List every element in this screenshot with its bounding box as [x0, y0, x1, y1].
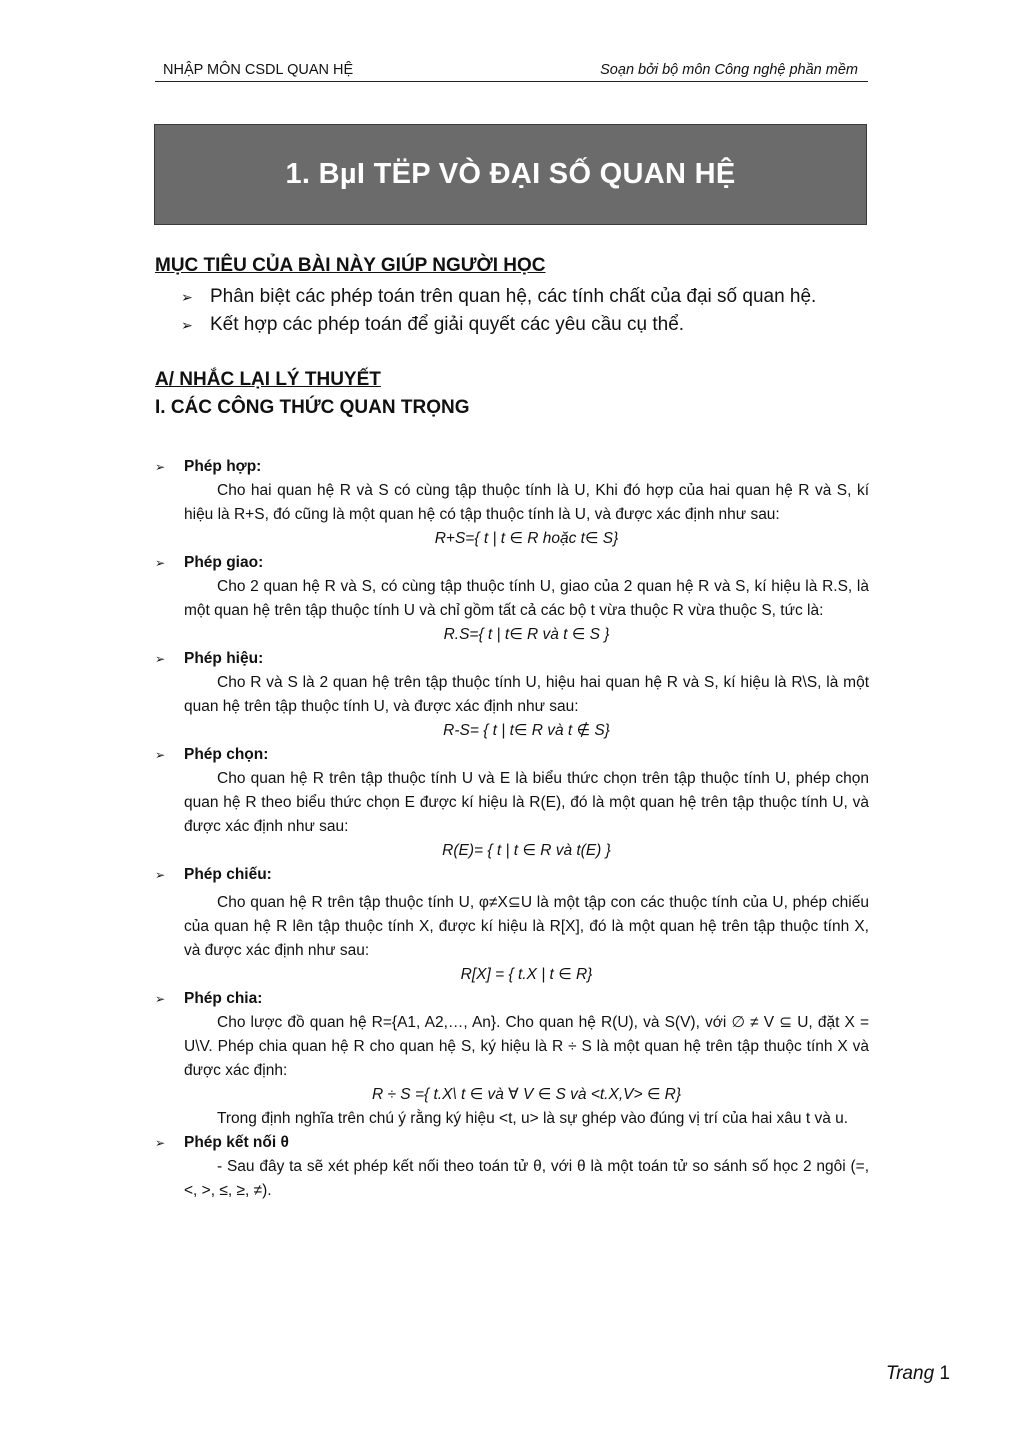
section-a-heading: A/ NHẮC LẠI LÝ THUYẾT [155, 369, 381, 390]
operation-formula: R ÷ S ={ t.X\ t ∈ và ∀ V ∈ S và <t.X,V> ∈ R} [371, 1086, 682, 1103]
arrow-bullet-icon: ➢ [155, 556, 166, 570]
arrow-bullet-icon: ➢ [155, 748, 166, 762]
operation-title: ➢ Phép kết nối θ [155, 1131, 869, 1155]
operation-title: ➢ Phép hiệu: [155, 647, 869, 671]
operation-description: Cho 2 quan hệ R và S, có cùng tập thuộc tính U, giao của 2 quan hệ R và S, kí hiệu là R.S, là một quan hệ trên tập thuộc tính U và chỉ gồm tất cả các bộ t vừa thuộc R vừa thuộc S, tức là: [184, 578, 869, 619]
operation-formula: R(E)= { t | t ∈ R và t(E) } [442, 842, 611, 859]
arrow-bullet-icon: ➢ [155, 460, 166, 474]
operations-list [155, 455, 869, 1203]
operation-formula: R[X] = { t.X | t ∈ R} [460, 966, 593, 983]
chapter-title: 1. BµI TËP VÒ ĐẠI SỐ QUAN HỆ [285, 158, 736, 190]
header-course-title: NHẬP MÔN CSDL QUAN HỆ [163, 62, 354, 78]
arrow-bullet-icon: ➢ [181, 317, 193, 333]
operation-note: Trong định nghĩa trên chú ý rằng ký hiệu <t, u> là sự ghép vào đúng vị trí của hai xâu t và u. [217, 1110, 849, 1127]
goals-heading: MỤC TIÊU CỦA BÀI NÀY GIÚP NGƯỜI HỌC [155, 255, 546, 276]
operation-description: Cho R và S là 2 quan hệ trên tập thuộc tính U, hiệu hai quan hệ R và S, kí hiệu là R\S, là một quan hệ trên tập thuộc tính U, và được xác định như sau: [184, 674, 869, 715]
arrow-bullet-icon: ➢ [155, 868, 166, 882]
header-author: Soạn bởi bộ môn Công nghệ phần mềm [600, 62, 858, 78]
arrow-bullet-icon: ➢ [155, 992, 166, 1006]
operation-title: ➢ Phép chọn: [155, 743, 869, 767]
arrow-bullet-icon: ➢ [155, 1136, 166, 1150]
operation-description: Cho quan hệ R trên tập thuộc tính U, φ≠X⊆U là một tập con các thuộc tính của U, phép chiếu của quan hệ R lên tập thuộc tính X, được kí hiệu là R[X], đó là một quan hệ trên tập thuộc tính X, và được xác định như sau: [184, 894, 869, 959]
operation-title: ➢ Phép chiếu: [155, 863, 869, 887]
operation-title: ➢ Phép hợp: [155, 455, 869, 479]
operation-formula: R-S= { t | t∈ R và t ∉ S} [443, 722, 610, 739]
goal-item: ➢ Phân biệt các phép toán trên quan hệ, các tính chất của đại số quan hệ. [181, 283, 816, 311]
page-header [155, 62, 868, 82]
page-number: 1 [939, 1363, 950, 1384]
operation-description: - Sau đây ta sẽ xét phép kết nối theo toán tử θ, với θ là một toán tử so sánh số học 2 ngôi (=, <, >, ≤, ≥, ≠). [184, 1158, 869, 1199]
goal-item: ➢ Kết hợp các phép toán để giải quyết các yêu cầu cụ thể. [181, 311, 816, 339]
page-label: Trang [885, 1363, 935, 1384]
goals-list [181, 283, 816, 339]
operation-description: Cho lược đồ quan hệ R={A1, A2,…, An}. Cho quan hệ R(U), và S(V), với ∅ ≠ V ⊆ U, đặt X = U\V. Phép chia quan hệ R cho quan hệ S, ký hiệu là R ÷ S là một quan hệ trên tập thuộc tính X và được xác định: [184, 1014, 869, 1079]
operation-description: Cho hai quan hệ R và S có cùng tập thuộc tính là U, Khi đó hợp của hai quan hệ R và S, kí hiệu là R+S, đó cũng là một quan hệ có tập thuộc tính là U, và được xác định như sau: [184, 482, 869, 523]
operation-title: ➢ Phép giao: [155, 551, 869, 575]
operation-description: Cho quan hệ R trên tập thuộc tính U và E là biểu thức chọn trên tập thuộc tính U, phép chọn quan hệ R theo biểu thức chọn E được kí hiệu là R(E), đó là một quan hệ trên tập thuộc tính U, và được xác định như sau: [184, 770, 869, 835]
chapter-title-box [154, 124, 867, 225]
operation-formula: R+S={ t | t ∈ R hoặc t∈ S} [434, 530, 619, 547]
section-i-heading: I. CÁC CÔNG THỨC QUAN TRỌNG [155, 397, 470, 418]
page-footer [886, 1363, 950, 1385]
operation-formula: R.S={ t | t∈ R và t ∈ S } [443, 626, 610, 643]
arrow-bullet-icon: ➢ [155, 652, 166, 666]
operation-title: ➢ Phép chia: [155, 987, 869, 1011]
arrow-bullet-icon: ➢ [181, 289, 193, 305]
